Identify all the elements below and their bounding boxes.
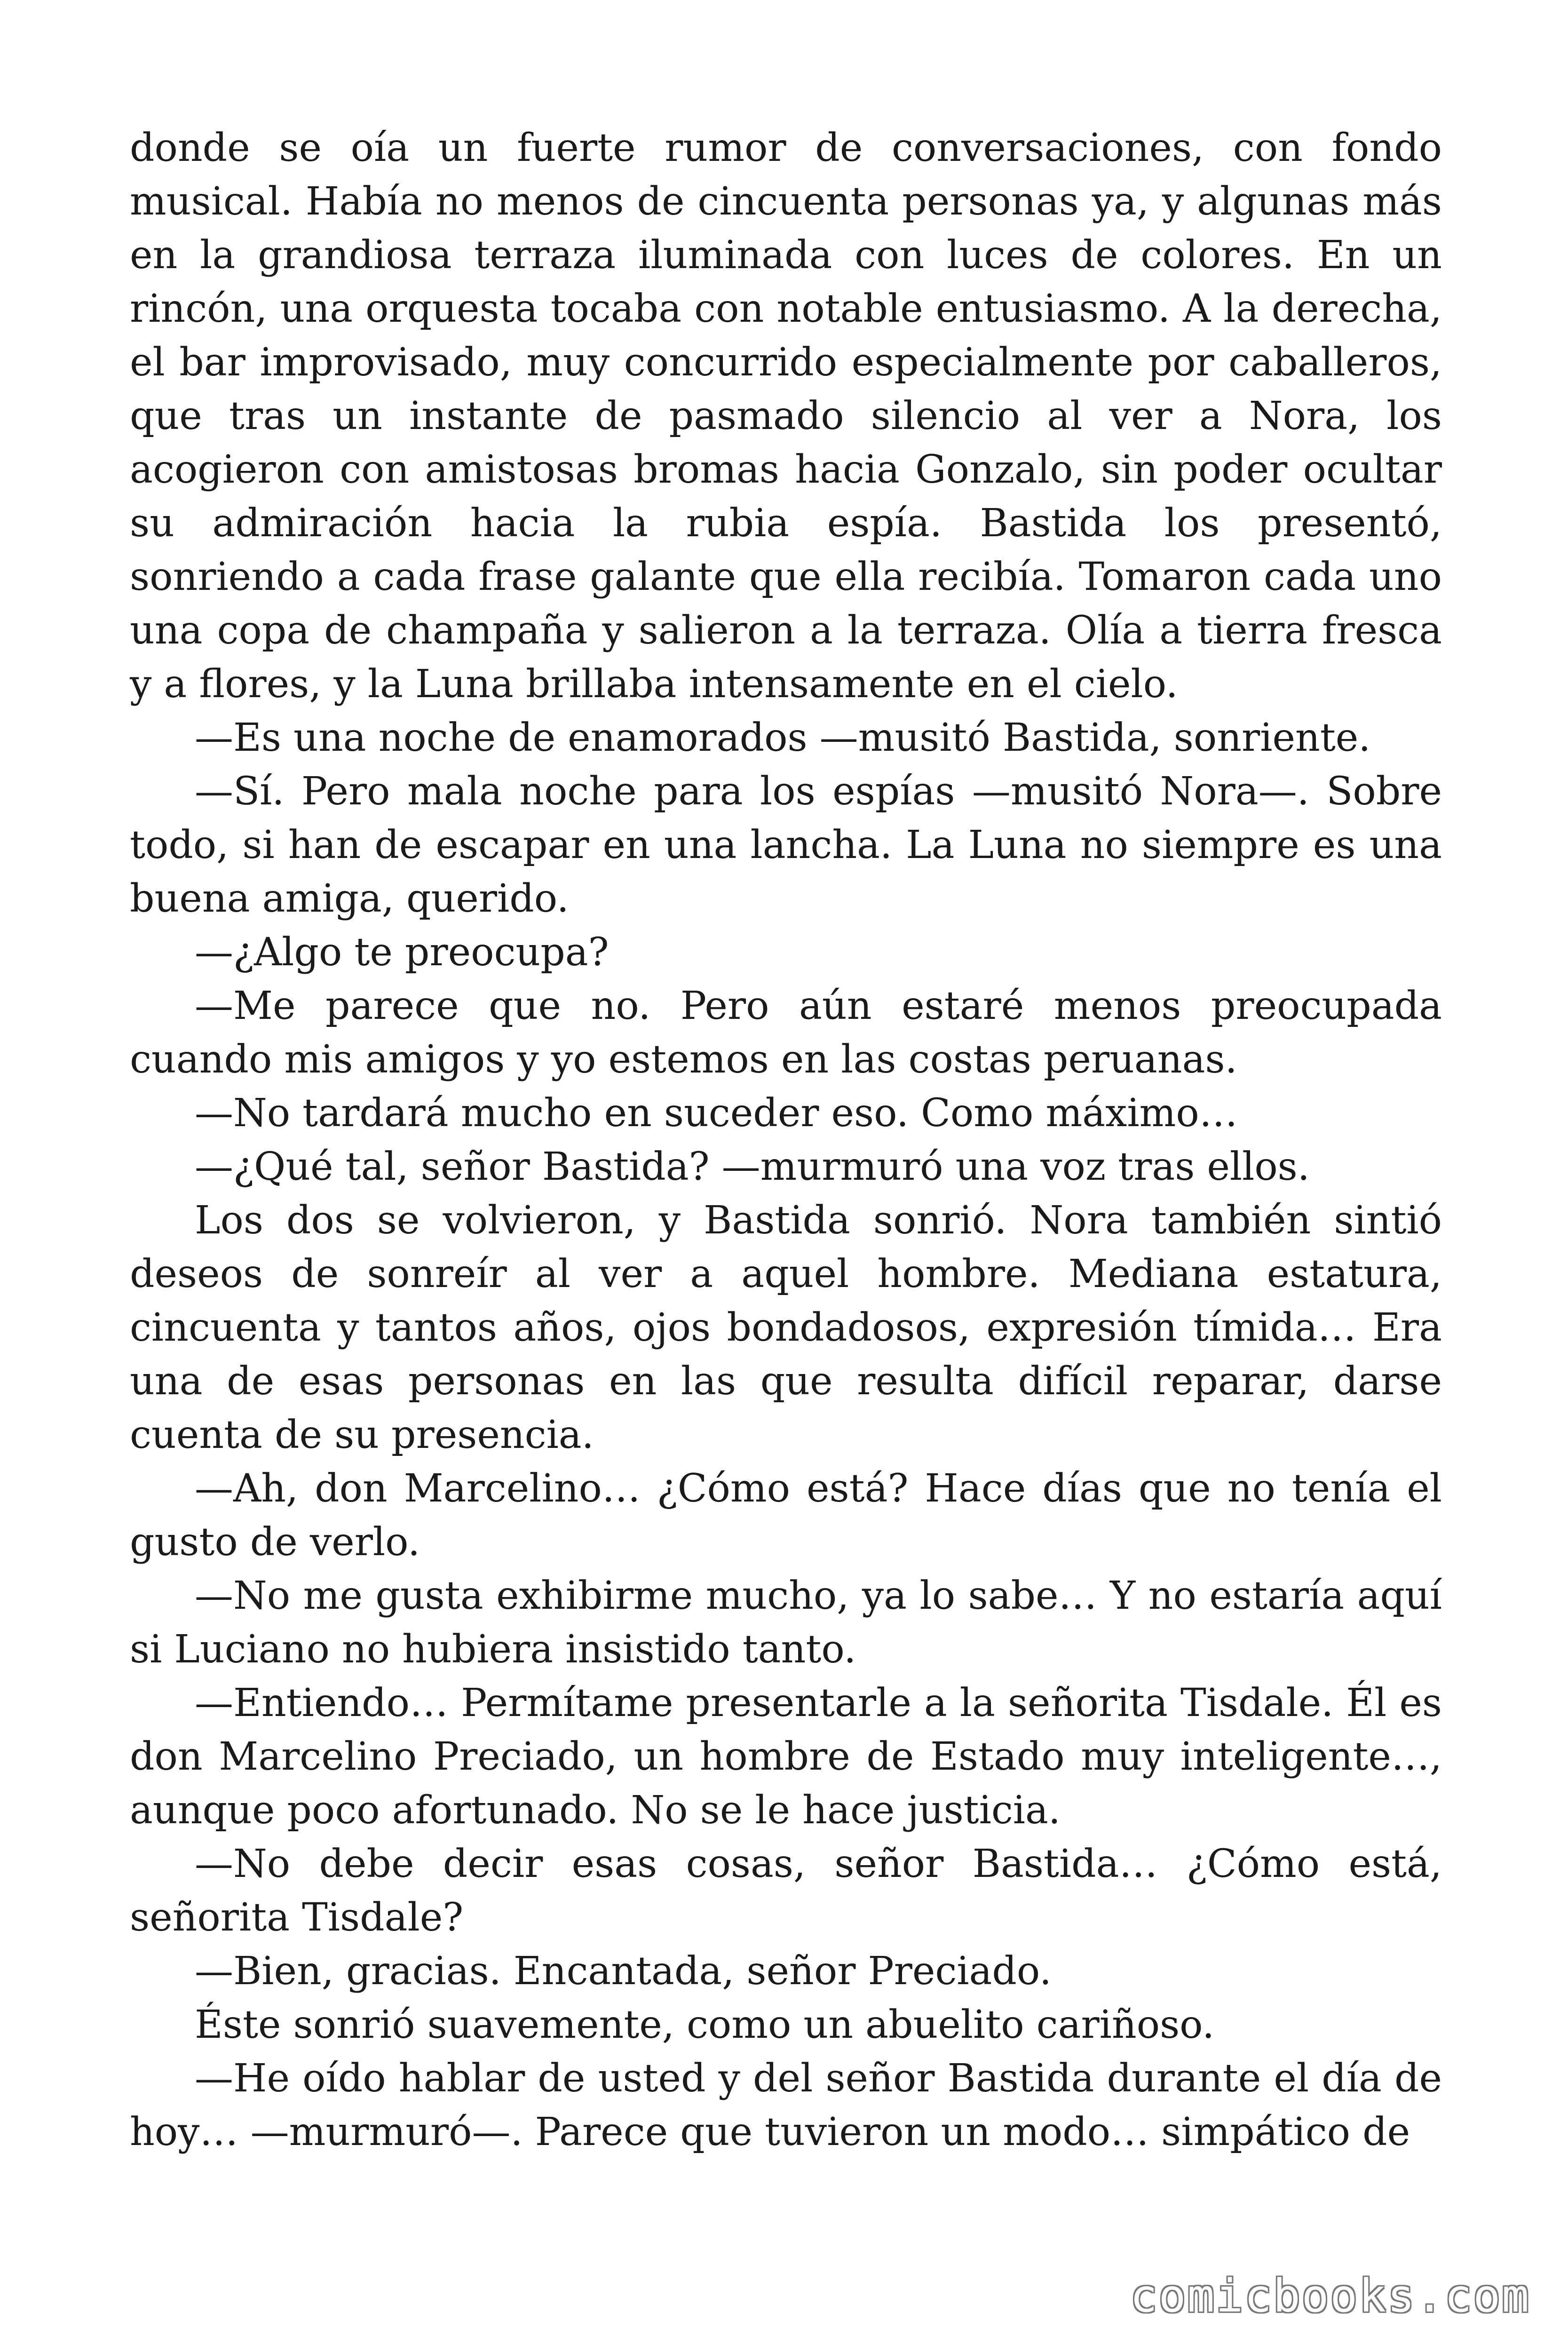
paragraph-5: —Me parece que no. Pero aún estaré menos preocupada cuando mis amigos y yo estemos en las costas peruanas. xyxy=(130,984,1442,1082)
paragraph-12: —No debe decir esas cosas, señor Bastida… ¿Cómo está, señorita Tisdale? xyxy=(130,1842,1442,1940)
paragraph-15: —He oído hablar de usted y del señor Bastida durante el día de hoy… —murmuró—. Parece que tuvieron un modo… simpático de xyxy=(130,2056,1442,2154)
paragraph-4: —¿Algo te preocupa? xyxy=(195,930,609,975)
paragraph-2: —Es una noche de enamorados —musitó Bastida, sonriente. xyxy=(195,715,1371,760)
paragraph-8: Los dos se volvieron, y Bastida sonrió. Nora también sintió deseos de sonreír al ver a aquel hombre. Mediana estatura, cincuenta y tantos años, ojos bondadosos, expresión tímida… Era una de esas personas en las que resulta difícil reparar, darse cuenta de su presencia. xyxy=(130,1198,1442,1457)
paragraph-1: donde se oía un fuerte rumor de conversaciones, con fondo musical. Había no menos de cincuenta personas ya, y algunas más en la grandiosa terraza iluminada con luces de colores. En un rincón, una orquesta tocaba con notable entusiasmo. A la derecha, el bar improvisado, muy concurrido especialmente por caballeros, que tras un instante de pasmado silencio al ver a Nora, los acogieron con amistosas bromas hacia Gonzalo, sin poder ocultar su admiración hacia la rubia espía. Bastida los presentó, sonriendo a cada frase galante que ella recibía. Tomaron cada uno una copa de champaña y salieron a la terraza. Olía a tierra fresca y a flores, y la Luna brillaba intensamente en el cielo. xyxy=(130,126,1442,707)
paragraph-7: —¿Qué tal, señor Bastida? —murmuró una voz tras ellos. xyxy=(195,1144,1310,1189)
paragraph-6: —No tardará mucho en suceder eso. Como máximo… xyxy=(195,1091,1238,1136)
paragraph-10: —No me gusta exhibirme mucho, ya lo sabe… Y no estaría aquí si Luciano no hubiera insistido tanto. xyxy=(130,1573,1442,1672)
book-page-text xyxy=(130,121,1442,2159)
paragraph-13: —Bien, gracias. Encantada, señor Preciado. xyxy=(195,1949,1052,1994)
paragraph-11: —Entiendo… Permítame presentarle a la señorita Tisdale. Él es don Marcelino Preciado, un hombre de Estado muy inteligente…, aunque poco afortunado. No se le hace justicia. xyxy=(130,1681,1442,1833)
paragraph-14: Éste sonrió suavemente, como un abuelito cariñoso. xyxy=(195,2002,1215,2047)
site-watermark: comicbooks.com xyxy=(1130,2270,1530,2322)
paragraph-9: —Ah, don Marcelino… ¿Cómo está? Hace días que no tenía el gusto de verlo. xyxy=(130,1466,1442,1565)
paragraph-3: —Sí. Pero mala noche para los espías —musitó Nora—. Sobre todo, si han de escapar en una lancha. La Luna no siempre es una buena amiga, querido. xyxy=(130,769,1442,921)
